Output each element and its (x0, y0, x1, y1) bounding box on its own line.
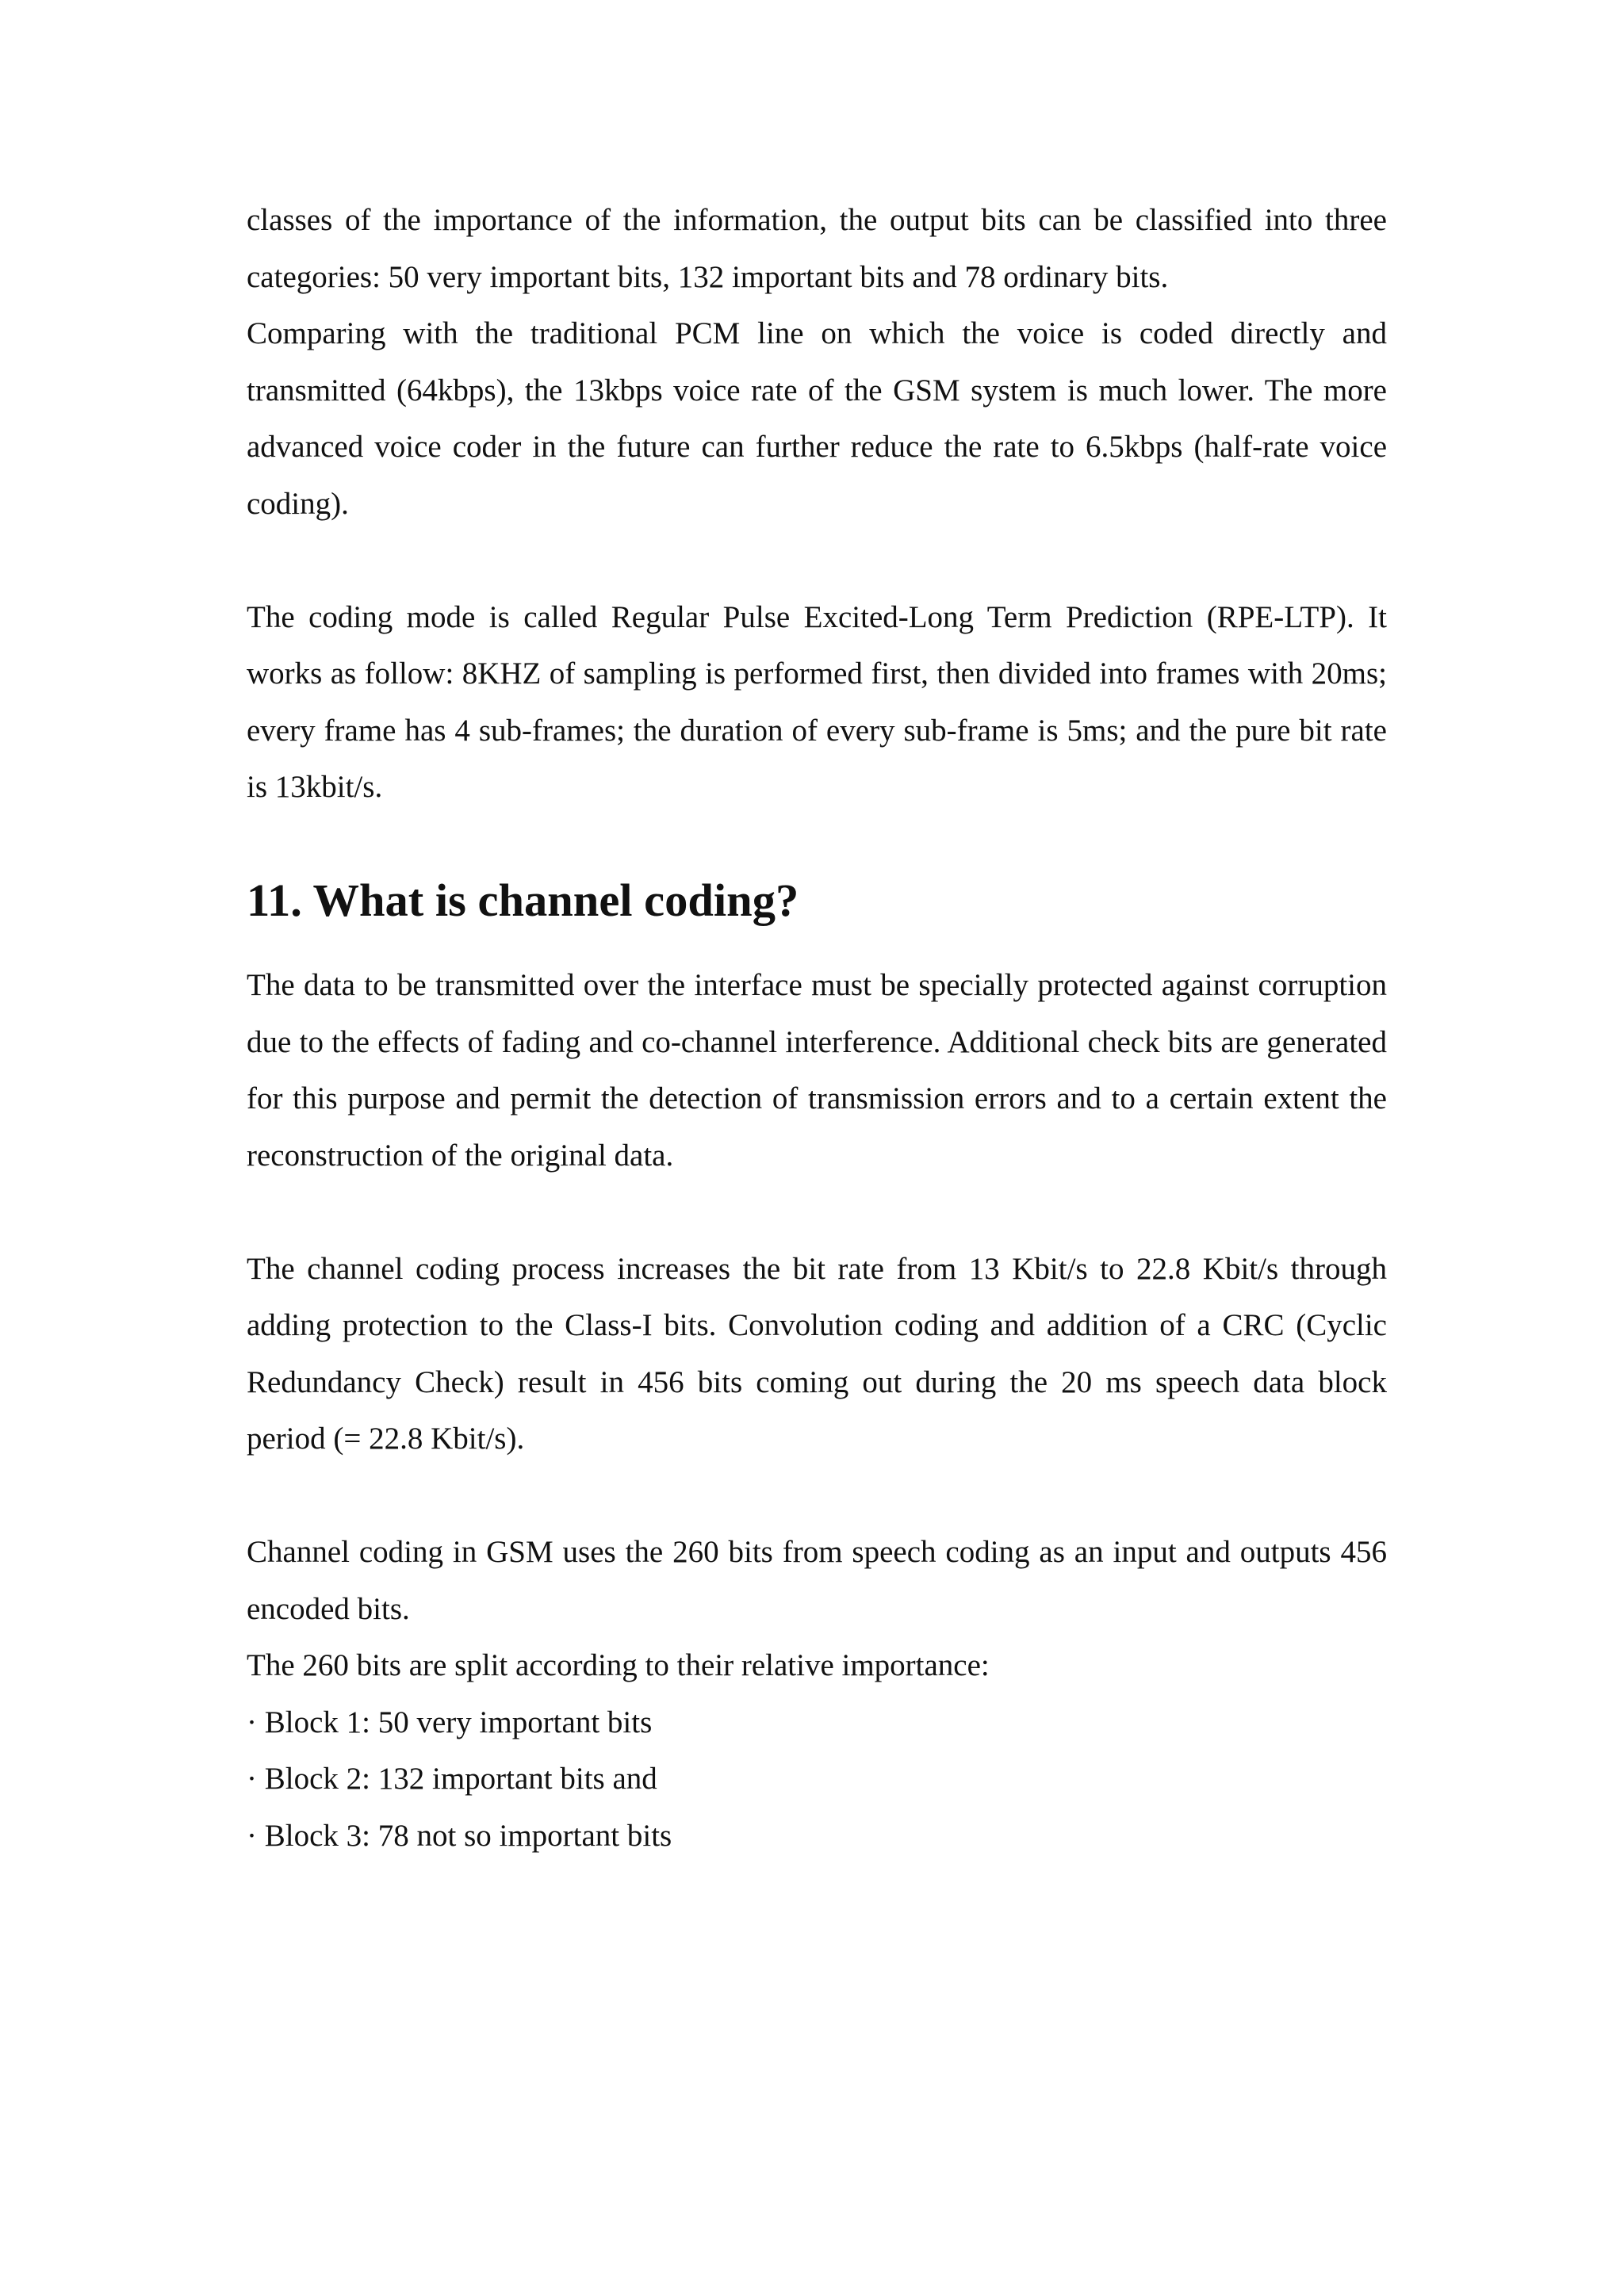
list-item: · Block 2: 132 important bits and (247, 1762, 657, 1796)
block-list (247, 1694, 1387, 1865)
intro-paragraph: classes of the importance of the information, the output bits can be classified into three categories: 50 very important bits, 132 important bits and 78 ordinary bits. (247, 203, 1387, 294)
list-item: · Block 3: 78 not so important bits (247, 1818, 672, 1853)
paragraph-spacer (247, 532, 1387, 589)
comparison-paragraph: Comparing with the traditional PCM line on which the voice is coded directly and transmitted (64kbps), the 13kbps voice rate of the GSM system is much lower. The more advanced voice coder in the future can further reduce the rate to 6.5kbps (half-rate voice coding). (247, 316, 1387, 521)
gsm-paragraph: Channel coding in GSM uses the 260 bits from speech coding as an input and outputs 456 encoded bits. (247, 1535, 1387, 1626)
coding-mode-paragraph: The coding mode is called Regular Pulse Excited-Long Term Prediction (RPE-LTP). It works as follow: 8KHZ of sampling is performed first, then divided into frames with 20ms; every frame has 4 sub-frames; the duration of every sub-frame is 5ms; and the pure bit rate is 13kbit/s. (247, 599, 1387, 804)
protection-paragraph: The data to be transmitted over the interface must be specially protected against corruption due to the effects of fading and co-channel interference. Additional check bits are generated for this purpose and permit the detection of transmission errors and to a certain extent the reconstruction of the original data. (247, 968, 1387, 1173)
paragraph-spacer (247, 816, 1387, 873)
paragraph-spacer (247, 1184, 1387, 1241)
paragraph-spacer (247, 1468, 1387, 1525)
list-item: · Block 1: 50 very important bits (247, 1705, 653, 1739)
document-body (247, 192, 1387, 1864)
section-heading: 11. What is channel coding? (247, 874, 799, 926)
bit-rate-paragraph: The channel coding process increases the bit rate from 13 Kbit/s to 22.8 Kbit/s through adding protection to the Class-I bits. Convolution coding and addition of a CRC (Cyclic Redundancy Check) result in 456 bits coming out during the 20 ms speech data block period (= 22.8 Kbit/s). (247, 1251, 1387, 1456)
split-line: The 260 bits are split according to their relative importance: (247, 1648, 990, 1682)
